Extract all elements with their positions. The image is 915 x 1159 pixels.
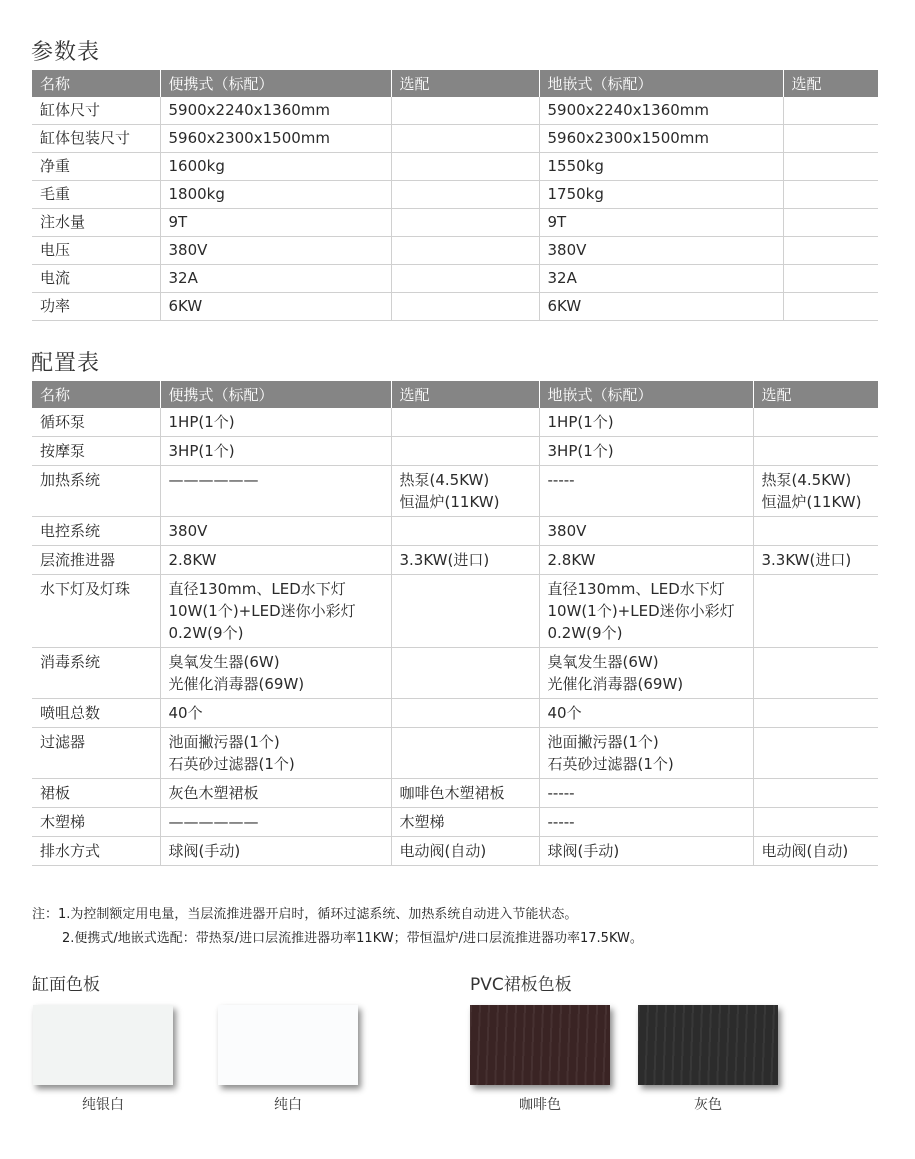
table-cell [753, 808, 878, 837]
table-cell: 毛重 [32, 181, 160, 209]
table-cell: ----- [539, 808, 753, 837]
table-cell: 直径130mm、LED水下灯 10W(1个)+LED迷你小彩灯 0.2W(9个) [539, 575, 753, 648]
table-cell [753, 699, 878, 728]
table-cell [391, 437, 539, 466]
config-body [32, 408, 878, 866]
table-cell [783, 97, 878, 125]
table-cell: 5960x2300x1500mm [160, 125, 391, 153]
table-row [32, 181, 878, 209]
table-cell: 5900x2240x1360mm [539, 97, 783, 125]
table-cell [753, 517, 878, 546]
config-table [32, 381, 878, 866]
table-cell: 2.8KW [160, 546, 391, 575]
table-row [32, 546, 878, 575]
params-header-cell: 便携式（标配） [160, 70, 391, 97]
table-cell [391, 97, 539, 125]
params-header-cell: 选配 [391, 70, 539, 97]
table-cell: 6KW [539, 293, 783, 321]
table-cell: 3.3KW(进口) [753, 546, 878, 575]
table-row [32, 125, 878, 153]
table-cell [391, 265, 539, 293]
config-header-cell: 地嵌式（标配） [539, 381, 753, 408]
table-cell: 电动阀(自动) [391, 837, 539, 866]
table-cell: 9T [160, 209, 391, 237]
table-cell [391, 125, 539, 153]
table-cell [753, 728, 878, 779]
table-row [32, 575, 878, 648]
table-cell: ----- [539, 779, 753, 808]
table-cell [391, 575, 539, 648]
swatch-coffee [470, 1005, 610, 1085]
config-header-cell: 名称 [32, 381, 160, 408]
table-cell [391, 293, 539, 321]
table-cell [783, 265, 878, 293]
table-cell: 注水量 [32, 209, 160, 237]
table-cell [391, 408, 539, 437]
table-cell: 1HP(1个) [539, 408, 753, 437]
table-cell: —————— [160, 808, 391, 837]
table-cell: 灰色木塑裙板 [160, 779, 391, 808]
swatch-label-grey: 灰色 [694, 1097, 722, 1113]
table-cell [783, 181, 878, 209]
table-cell [783, 209, 878, 237]
table-cell: 5900x2240x1360mm [160, 97, 391, 125]
table-cell: 池面撇污器(1个) 石英砂过滤器(1个) [539, 728, 753, 779]
table-row [32, 408, 878, 437]
table-cell: 咖啡色木塑裙板 [391, 779, 539, 808]
table-row [32, 779, 878, 808]
table-cell: 380V [160, 517, 391, 546]
table-cell: 3HP(1个) [539, 437, 753, 466]
table-row [32, 97, 878, 125]
param-header-row [32, 70, 878, 97]
table-cell: 循环泵 [32, 408, 160, 437]
table-cell: 3HP(1个) [160, 437, 391, 466]
table-row [32, 699, 878, 728]
table-cell [391, 648, 539, 699]
table-cell: 按摩泵 [32, 437, 160, 466]
table-cell: ----- [539, 466, 753, 517]
table-cell: 380V [539, 517, 753, 546]
table-row [32, 466, 878, 517]
table-cell [753, 648, 878, 699]
table-cell: 32A [539, 265, 783, 293]
params-header-cell: 名称 [32, 70, 160, 97]
table-row [32, 837, 878, 866]
table-cell: 裙板 [32, 779, 160, 808]
table-cell: 球阀(手动) [539, 837, 753, 866]
table-cell: 32A [160, 265, 391, 293]
table-cell: 电压 [32, 237, 160, 265]
table-cell: 排水方式 [32, 837, 160, 866]
pvc-swatch-title: PVC裙板色板 [470, 975, 572, 995]
table-cell: 球阀(手动) [160, 837, 391, 866]
swatch-grey [638, 1005, 778, 1085]
table-cell [753, 779, 878, 808]
table-row [32, 437, 878, 466]
config-header-cell: 选配 [753, 381, 878, 408]
table-cell [753, 408, 878, 437]
table-cell: 电控系统 [32, 517, 160, 546]
param-body [32, 97, 878, 321]
table-cell: 热泵(4.5KW) 恒温炉(11KW) [753, 466, 878, 517]
tank-swatch-title: 缸面色板 [32, 975, 100, 995]
table-cell: 功率 [32, 293, 160, 321]
table-cell: 380V [539, 237, 783, 265]
table-cell: 喷咀总数 [32, 699, 160, 728]
table-cell: 6KW [160, 293, 391, 321]
table-cell: 层流推进器 [32, 546, 160, 575]
params-header-cell: 选配 [783, 70, 878, 97]
notes [32, 903, 643, 951]
table-cell: 缸体包装尺寸 [32, 125, 160, 153]
table-row [32, 265, 878, 293]
config-header-cell: 选配 [391, 381, 539, 408]
config-header-row [32, 381, 878, 408]
table-cell [783, 237, 878, 265]
table-cell: 水下灯及灯珠 [32, 575, 160, 648]
table-row [32, 808, 878, 837]
swatch-label-coffee: 咖啡色 [519, 1097, 561, 1113]
table-cell: 臭氧发生器(6W) 光催化消毒器(69W) [160, 648, 391, 699]
table-cell: 热泵(4.5KW) 恒温炉(11KW) [391, 466, 539, 517]
config-header-cell: 便携式（标配） [160, 381, 391, 408]
note-2: 2.便携式/地嵌式选配：带热泵/进口层流推进器功率11KW；带恒温炉/进口层流推进器功率17.5KW。 [62, 931, 643, 946]
param-table [32, 70, 878, 321]
table-cell: 1800kg [160, 181, 391, 209]
config-table-title: 配置表 [31, 351, 101, 376]
table-cell: 380V [160, 237, 391, 265]
table-cell: 5960x2300x1500mm [539, 125, 783, 153]
table-cell: 1HP(1个) [160, 408, 391, 437]
table-cell: 臭氧发生器(6W) 光催化消毒器(69W) [539, 648, 753, 699]
table-cell: 1550kg [539, 153, 783, 181]
table-cell: 40个 [160, 699, 391, 728]
table-cell: 消毒系统 [32, 648, 160, 699]
table-cell [391, 237, 539, 265]
param-table-title: 参数表 [31, 40, 101, 65]
table-row [32, 209, 878, 237]
table-cell [753, 437, 878, 466]
table-cell: 1750kg [539, 181, 783, 209]
table-row [32, 648, 878, 699]
table-cell [391, 181, 539, 209]
table-cell: 直径130mm、LED水下灯 10W(1个)+LED迷你小彩灯 0.2W(9个) [160, 575, 391, 648]
table-cell: 缸体尺寸 [32, 97, 160, 125]
table-cell: 木塑梯 [391, 808, 539, 837]
table-cell [391, 699, 539, 728]
table-row [32, 293, 878, 321]
table-cell: 1600kg [160, 153, 391, 181]
table-row [32, 517, 878, 546]
swatch-pure-white [218, 1005, 358, 1085]
table-cell [391, 728, 539, 779]
table-cell: 9T [539, 209, 783, 237]
table-cell: 木塑梯 [32, 808, 160, 837]
table-cell [753, 575, 878, 648]
table-cell [391, 209, 539, 237]
params-header-cell: 地嵌式（标配） [539, 70, 783, 97]
table-cell: 过滤器 [32, 728, 160, 779]
table-cell [391, 153, 539, 181]
swatch-label-pure-white: 纯白 [274, 1097, 302, 1113]
swatch-label-silver-white: 纯银白 [82, 1097, 124, 1113]
table-cell: —————— [160, 466, 391, 517]
table-row [32, 728, 878, 779]
table-cell [783, 153, 878, 181]
table-row [32, 237, 878, 265]
table-cell [783, 293, 878, 321]
swatch-silver-white [33, 1005, 173, 1085]
table-cell: 池面撇污器(1个) 石英砂过滤器(1个) [160, 728, 391, 779]
table-cell: 加热系统 [32, 466, 160, 517]
table-cell: 电流 [32, 265, 160, 293]
table-cell: 40个 [539, 699, 753, 728]
table-cell: 电动阀(自动) [753, 837, 878, 866]
table-cell: 2.8KW [539, 546, 753, 575]
note-1: 注：1.为控制额定用电量，当层流推进器开启时，循环过滤系统、加热系统自动进入节能状态。 [32, 907, 578, 922]
table-row [32, 153, 878, 181]
table-cell: 净重 [32, 153, 160, 181]
table-cell: 3.3KW(进口) [391, 546, 539, 575]
table-cell [783, 125, 878, 153]
table-cell [391, 517, 539, 546]
